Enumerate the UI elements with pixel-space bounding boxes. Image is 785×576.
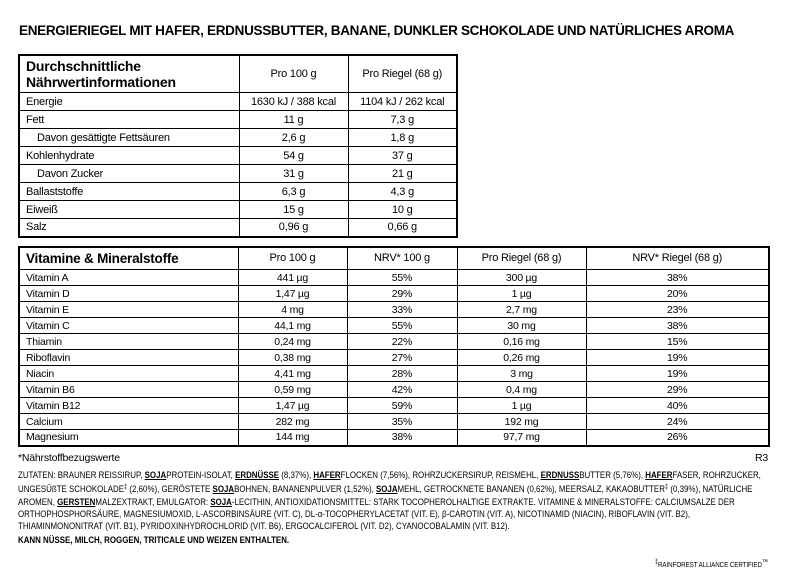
- nutrition-facts-table: [18, 54, 458, 238]
- vitamin-label: Vitamin A: [19, 270, 238, 286]
- text-segment: (2,60%), GERÖSTETE: [127, 484, 213, 496]
- value-per-100g: 4,41 mg: [238, 366, 347, 382]
- text-segment: MEHL, GETROCKNETE BANANEN (0,62%), MEERSALZ, KAKAOBUTTER: [397, 484, 665, 496]
- vitamin-label: Vitamin C: [19, 318, 238, 334]
- value-per-100g: 2,6 g: [239, 129, 348, 147]
- vitamins-table-title: Vitamine & Mineralstoffe: [19, 247, 238, 270]
- nrv-per-riegel: 38%: [586, 318, 769, 334]
- allergen-text: SOJA: [144, 469, 167, 481]
- certification-note: [18, 559, 768, 569]
- table-row: [19, 302, 769, 318]
- nrv-per-riegel: 20%: [586, 286, 769, 302]
- nrv-per-riegel: 40%: [586, 398, 769, 414]
- nrv-per-100g: 27%: [347, 350, 457, 366]
- value-per-riegel: 1,8 g: [348, 129, 457, 147]
- table-row: [19, 430, 769, 446]
- value-per-100g: 1630 kJ / 388 kcal: [239, 93, 348, 111]
- value-per-100g: 1,47 µg: [238, 286, 347, 302]
- footnote-mark: ‡: [664, 484, 669, 492]
- col-header-nrv-100g: NRV* 100 g: [347, 247, 457, 270]
- allergen-statement: KANN NÜSSE, MILCH, ROGGEN, TRITICALE UND WEIZEN ENTHALTEN.: [18, 534, 290, 546]
- value-per-riegel: 192 mg: [457, 414, 586, 430]
- vitamin-label: Vitamin B6: [19, 382, 238, 398]
- nrv-footnote: *Nährstoffbezugswerte: [18, 451, 120, 464]
- value-per-riegel: 1104 kJ / 262 kcal: [348, 93, 457, 111]
- table-row: [19, 382, 769, 398]
- vitamin-label: Vitamin B12: [19, 398, 238, 414]
- vitamins-table-body: [19, 270, 769, 446]
- nrv-per-riegel: 26%: [586, 430, 769, 446]
- allergen-text: ERDNÜSSE: [235, 469, 280, 481]
- value-per-riegel: 0,66 g: [348, 219, 457, 237]
- vitamin-label: Riboflavin: [19, 350, 238, 366]
- nrv-per-100g: 55%: [347, 318, 457, 334]
- text-segment: BOHNEN, BANANENPULVER (1,52%),: [234, 484, 376, 496]
- value-per-100g: 6,3 g: [239, 183, 348, 201]
- value-per-100g: 1,47 µg: [238, 398, 347, 414]
- col-header-per-100g: Pro 100 g: [238, 247, 347, 270]
- table-row: [19, 111, 457, 129]
- table-row: [19, 165, 457, 183]
- value-per-riegel: 97,7 mg: [457, 430, 586, 446]
- value-per-100g: 31 g: [239, 165, 348, 183]
- col-header-per-riegel: Pro Riegel (68 g): [457, 247, 586, 270]
- nutrient-label: Davon Zucker: [19, 165, 239, 183]
- footnote-mark: ‡: [123, 484, 128, 492]
- nrv-per-100g: 28%: [347, 366, 457, 382]
- footnote-mark: ‡: [654, 559, 659, 567]
- text-segment: -LECITHIN, ANTIOXIDATIONSMITTEL: STARK TOCOPHEROLHALTIGE EXTRAKTE. VITAMINE & MINERALSTOFFE: CALCIUMSALZE DER ORTHOPHOSPHORSÄURE, MAGNESIUMOXID, L-ASCORBINSÄURE (VIT. C), DL-α-TOCOPHERYLACETAT (VIT. E), β-CAROTIN (VIT. A), NICOTINAMID (NIACIN), RIBOFLAVIN (VIT. B2), THIAMINMONONITRAT (VIT. B1), PYRIDOXINHYDROCHLORID (VIT. B6), ERGOCALCIFEROL (VIT. D2), CYANOCOBALAMIN (VIT. B12).: [18, 496, 735, 533]
- footnote-mark: ™: [761, 559, 768, 567]
- nrv-per-100g: 55%: [347, 270, 457, 286]
- text-segment: (0,39%), NATÜRLICHE AROMEN,: [18, 484, 753, 508]
- value-per-100g: 44,1 mg: [238, 318, 347, 334]
- allergen-text: HAFER: [645, 469, 673, 481]
- nrv-per-riegel: 19%: [586, 350, 769, 366]
- table-row: [19, 350, 769, 366]
- vitamin-label: Niacin: [19, 366, 238, 382]
- value-per-100g: 11 g: [239, 111, 348, 129]
- nrv-per-riegel: 19%: [586, 366, 769, 382]
- nrv-per-100g: 33%: [347, 302, 457, 318]
- table-row: [19, 270, 769, 286]
- product-title: ENERGIERIEGEL MIT HAFER, ERDNUSSBUTTER, BANANE, DUNKLER SCHOKOLADE UND NATÜRLICHES AROMA: [19, 23, 735, 38]
- ingredients-block: [18, 470, 768, 569]
- vitamin-label: Vitamin D: [19, 286, 238, 302]
- value-per-riegel: 300 µg: [457, 270, 586, 286]
- allergen-text: SOJA: [212, 484, 235, 496]
- table-row: [19, 201, 457, 219]
- vitamin-label: Calcium: [19, 414, 238, 430]
- nrv-per-100g: 22%: [347, 334, 457, 350]
- nrv-per-riegel: 38%: [586, 270, 769, 286]
- nrv-per-riegel: 24%: [586, 414, 769, 430]
- col-header-nrv-riegel: NRV* Riegel (68 g): [586, 247, 769, 270]
- col-header-per-100g: Pro 100 g: [239, 55, 348, 93]
- table-row: [19, 129, 457, 147]
- nutrient-label: Ballaststoffe: [19, 183, 239, 201]
- nutrition-table-body: [19, 93, 457, 237]
- nrv-per-riegel: 15%: [586, 334, 769, 350]
- allergen-text: ERDNUSS: [540, 469, 580, 481]
- allergen-text: SOJA: [375, 484, 398, 496]
- nutrient-label: Kohlenhydrate: [19, 147, 239, 165]
- footnote-row: [18, 452, 768, 464]
- text-segment: PROTEIN-ISOLAT,: [166, 469, 236, 481]
- text-segment: (8,37%),: [279, 469, 314, 481]
- allergen-text: GERSTEN: [57, 496, 96, 508]
- value-per-riegel: 0,26 mg: [457, 350, 586, 366]
- value-per-100g: 0,96 g: [239, 219, 348, 237]
- value-per-riegel: 30 mg: [457, 318, 586, 334]
- nrv-per-100g: 29%: [347, 286, 457, 302]
- vitamins-minerals-table: [18, 246, 770, 447]
- text-segment: FASER, ROHRZUCKER, UNGESÜßTE SCHOKOLADE: [18, 469, 761, 496]
- nutrient-label: Davon gesättigte Fettsäuren: [19, 129, 239, 147]
- value-per-riegel: 7,3 g: [348, 111, 457, 129]
- value-per-riegel: 1 µg: [457, 398, 586, 414]
- text-segment: RAINFOREST ALLIANCE CERTIFIED: [658, 560, 762, 570]
- nutrient-label: Fett: [19, 111, 239, 129]
- text-segment: ZUTATEN: BRAUNER REISSIRUP,: [18, 469, 145, 481]
- table-row: [19, 366, 769, 382]
- nutrition-table-header-row: [19, 55, 457, 93]
- table-row: [19, 219, 457, 237]
- table-row: [19, 334, 769, 350]
- nutrition-table-title: Durchschnittliche Nährwertinformationen: [19, 55, 239, 93]
- value-per-100g: 0,59 mg: [238, 382, 347, 398]
- table-row: [19, 414, 769, 430]
- nrv-per-riegel: 23%: [586, 302, 769, 318]
- value-per-riegel: 0,4 mg: [457, 382, 586, 398]
- allergen-text: SOJA: [210, 496, 232, 508]
- value-per-100g: 0,24 mg: [238, 334, 347, 350]
- value-per-riegel: 2,7 mg: [457, 302, 586, 318]
- nutrient-label: Energie: [19, 93, 239, 111]
- value-per-100g: 4 mg: [238, 302, 347, 318]
- table-row: [19, 147, 457, 165]
- nrv-per-100g: 59%: [347, 398, 457, 414]
- vitamins-table-header-row: [19, 247, 769, 270]
- table-row: [19, 398, 769, 414]
- value-per-riegel: 37 g: [348, 147, 457, 165]
- value-per-riegel: 0,16 mg: [457, 334, 586, 350]
- text-segment: BUTTER (5,76%),: [579, 469, 646, 481]
- nrv-per-100g: 35%: [347, 414, 457, 430]
- allergen-text: HAFER: [313, 469, 341, 481]
- text-segment: MALZEXTRAKT, EMULGATOR:: [95, 496, 211, 508]
- value-per-100g: 15 g: [239, 201, 348, 219]
- nutrient-label: Salz: [19, 219, 239, 237]
- ingredients-text: [18, 470, 768, 534]
- nrv-per-riegel: 29%: [586, 382, 769, 398]
- table-row: [19, 318, 769, 334]
- value-per-riegel: 21 g: [348, 165, 457, 183]
- value-per-100g: 54 g: [239, 147, 348, 165]
- value-per-riegel: 3 mg: [457, 366, 586, 382]
- value-per-100g: 0,38 mg: [238, 350, 347, 366]
- value-per-100g: 282 mg: [238, 414, 347, 430]
- value-per-riegel: 10 g: [348, 201, 457, 219]
- value-per-100g: 144 mg: [238, 430, 347, 446]
- text-segment: FLOCKEN (7,56%), ROHRZUCKERSIRUP, REISMEHL,: [340, 469, 541, 481]
- nutrition-label: [0, 23, 785, 569]
- table-row: [19, 286, 769, 302]
- table-row: [19, 183, 457, 201]
- nrv-per-100g: 42%: [347, 382, 457, 398]
- vitamin-label: Vitamin E: [19, 302, 238, 318]
- vitamin-label: Magnesium: [19, 430, 238, 446]
- col-header-per-riegel: Pro Riegel (68 g): [348, 55, 457, 93]
- value-per-riegel: 4,3 g: [348, 183, 457, 201]
- nutrient-label: Eiweiß: [19, 201, 239, 219]
- value-per-riegel: 1 µg: [457, 286, 586, 302]
- table-row: [19, 93, 457, 111]
- vitamin-label: Thiamin: [19, 334, 238, 350]
- revision-code: R3: [754, 451, 768, 464]
- value-per-100g: 441 µg: [238, 270, 347, 286]
- nrv-per-100g: 38%: [347, 430, 457, 446]
